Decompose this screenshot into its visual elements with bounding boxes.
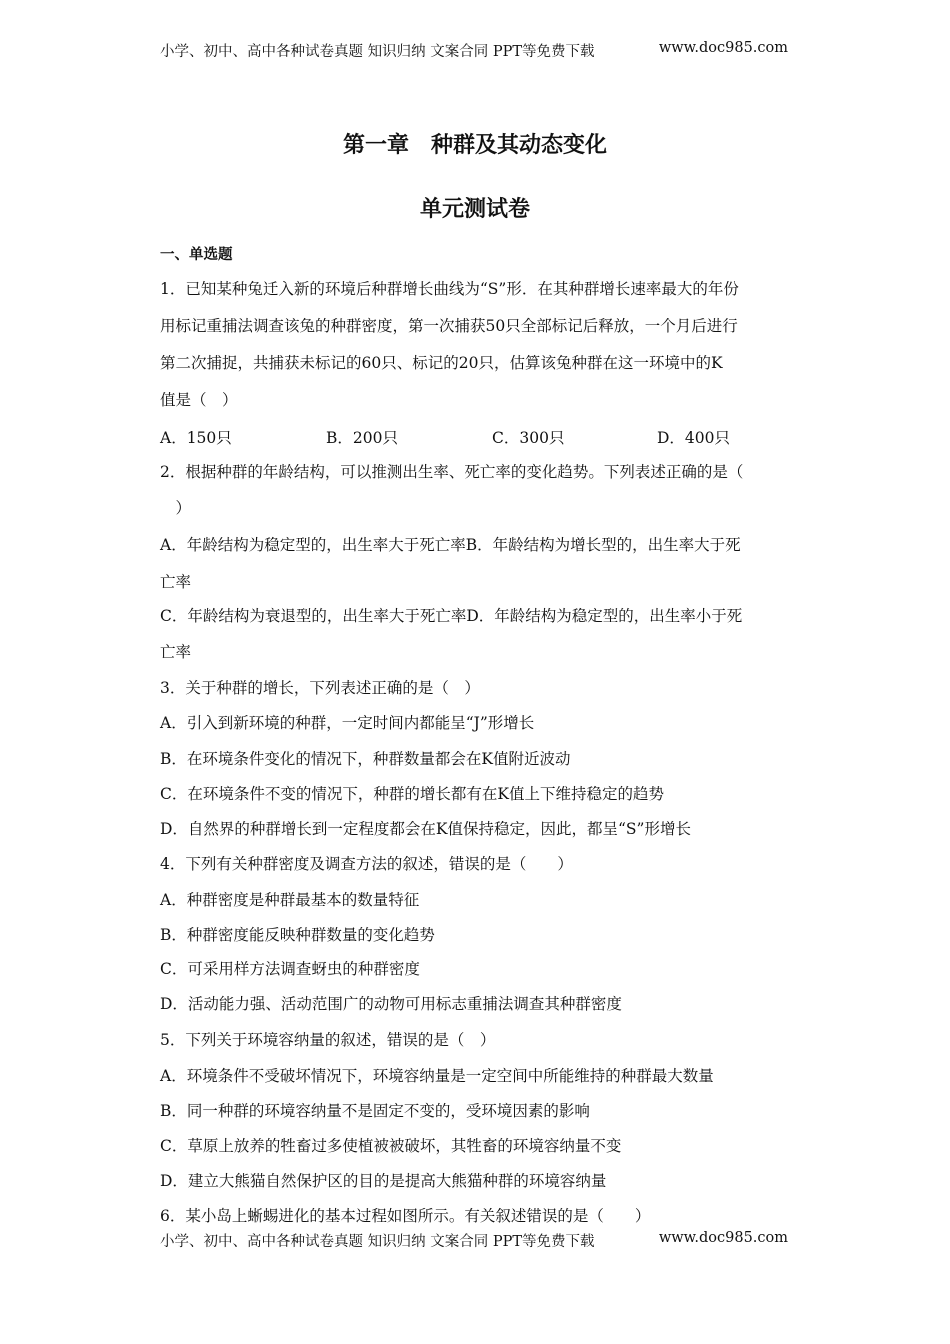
option-c: C．300只 [492,429,565,447]
question-line: ） [160,499,192,517]
footer-text: 小学、初中、高中各种试卷真题 知识归纳 文案合同 PPT等免费下载 [160,1234,595,1250]
question-line: B．在环境条件变化的情况下，种群数量都会在K值附近波动 [160,750,571,768]
question-line: 第二次捕捉，共捕获未标记的60只、标记的20只，估算该兔种群在这一环境中的K [160,354,723,372]
page-header [160,40,788,61]
option-b: B．200只 [326,429,398,447]
question-line: A．年龄结构为稳定型的，出生率大于死亡率B．年龄结构为增长型的，出生率大于死 [160,536,741,554]
question-line: 6．某小岛上蜥蜴进化的基本过程如图所示。有关叙述错误的是（ ） [160,1207,651,1225]
question-line: 亡率 [160,643,192,661]
question-line: B．种群密度能反映种群数量的变化趋势 [160,926,435,944]
question-line: A．环境条件不受破坏情况下，环境容纳量是一定空间中所能维持的种群最大数量 [160,1067,714,1085]
header-text: 小学、初中、高中各种试卷真题 知识归纳 文案合同 PPT等免费下载 [160,44,595,60]
page-footer [160,1230,788,1251]
question-line: A．种群密度是种群最基本的数量特征 [160,891,420,909]
question-line: B．同一种群的环境容纳量不是固定不变的，受环境因素的影响 [160,1102,590,1120]
option-a: A．150只 [160,429,232,447]
question-line: 亡率 [160,573,192,591]
question-line: 值是（ ） [160,391,238,409]
question-line: C．草原上放养的牲畜过多使植被被破坏，其牲畜的环境容纳量不变 [160,1137,622,1155]
question-line: 用标记重捕法调查该兔的种群密度，第一次捕获50只全部标记后释放，一个月后进行 [160,317,738,335]
option-d: D．400只 [657,429,731,447]
question-line: D．建立大熊猫自然保护区的目的是提高大熊猫种群的环境容纳量 [160,1172,607,1190]
footer-url: www.doc985.com [658,1230,788,1246]
section-heading: 一、单选题 [160,246,233,263]
page-subtitle: 单元测试卷 [419,196,530,222]
question-line: C．在环境条件不变的情况下，种群的增长都有在K值上下维持稳定的趋势 [160,785,664,803]
question-line: C．年龄结构为衰退型的，出生率大于死亡率D．年龄结构为稳定型的，出生率小于死 [160,607,743,625]
question-line: 2．根据种群的年龄结构，可以推测出生率、死亡率的变化趋势。下列表述正确的是（ [160,463,744,481]
question-line: 3．关于种群的增长，下列表述正确的是（ ） [160,679,480,697]
question-line: D．活动能力强、活动范围广的动物可用标志重捕法调查其种群密度 [160,995,622,1013]
question-line: C．可采用样方法调查蚜虫的种群密度 [160,960,420,978]
question-line: D．自然界的种群增长到一定程度都会在K值保持稳定，因此，都呈“S”形增长 [160,820,691,838]
question-line: 4．下列有关种群密度及调查方法的叙述，错误的是（ ） [160,855,573,873]
question-line: A．引入到新环境的种群，一定时间内都能呈“J”形增长 [160,714,535,732]
page-title: 第一章 种群及其动态变化 [342,132,607,158]
question-line: 1．已知某种兔迁入新的环境后种群增长曲线为“S”形．在其种群增长速率最大的年份 [160,280,739,298]
header-url: www.doc985.com [658,40,788,56]
question-line: 5．下列关于环境容纳量的叙述，错误的是（ ） [160,1031,496,1049]
